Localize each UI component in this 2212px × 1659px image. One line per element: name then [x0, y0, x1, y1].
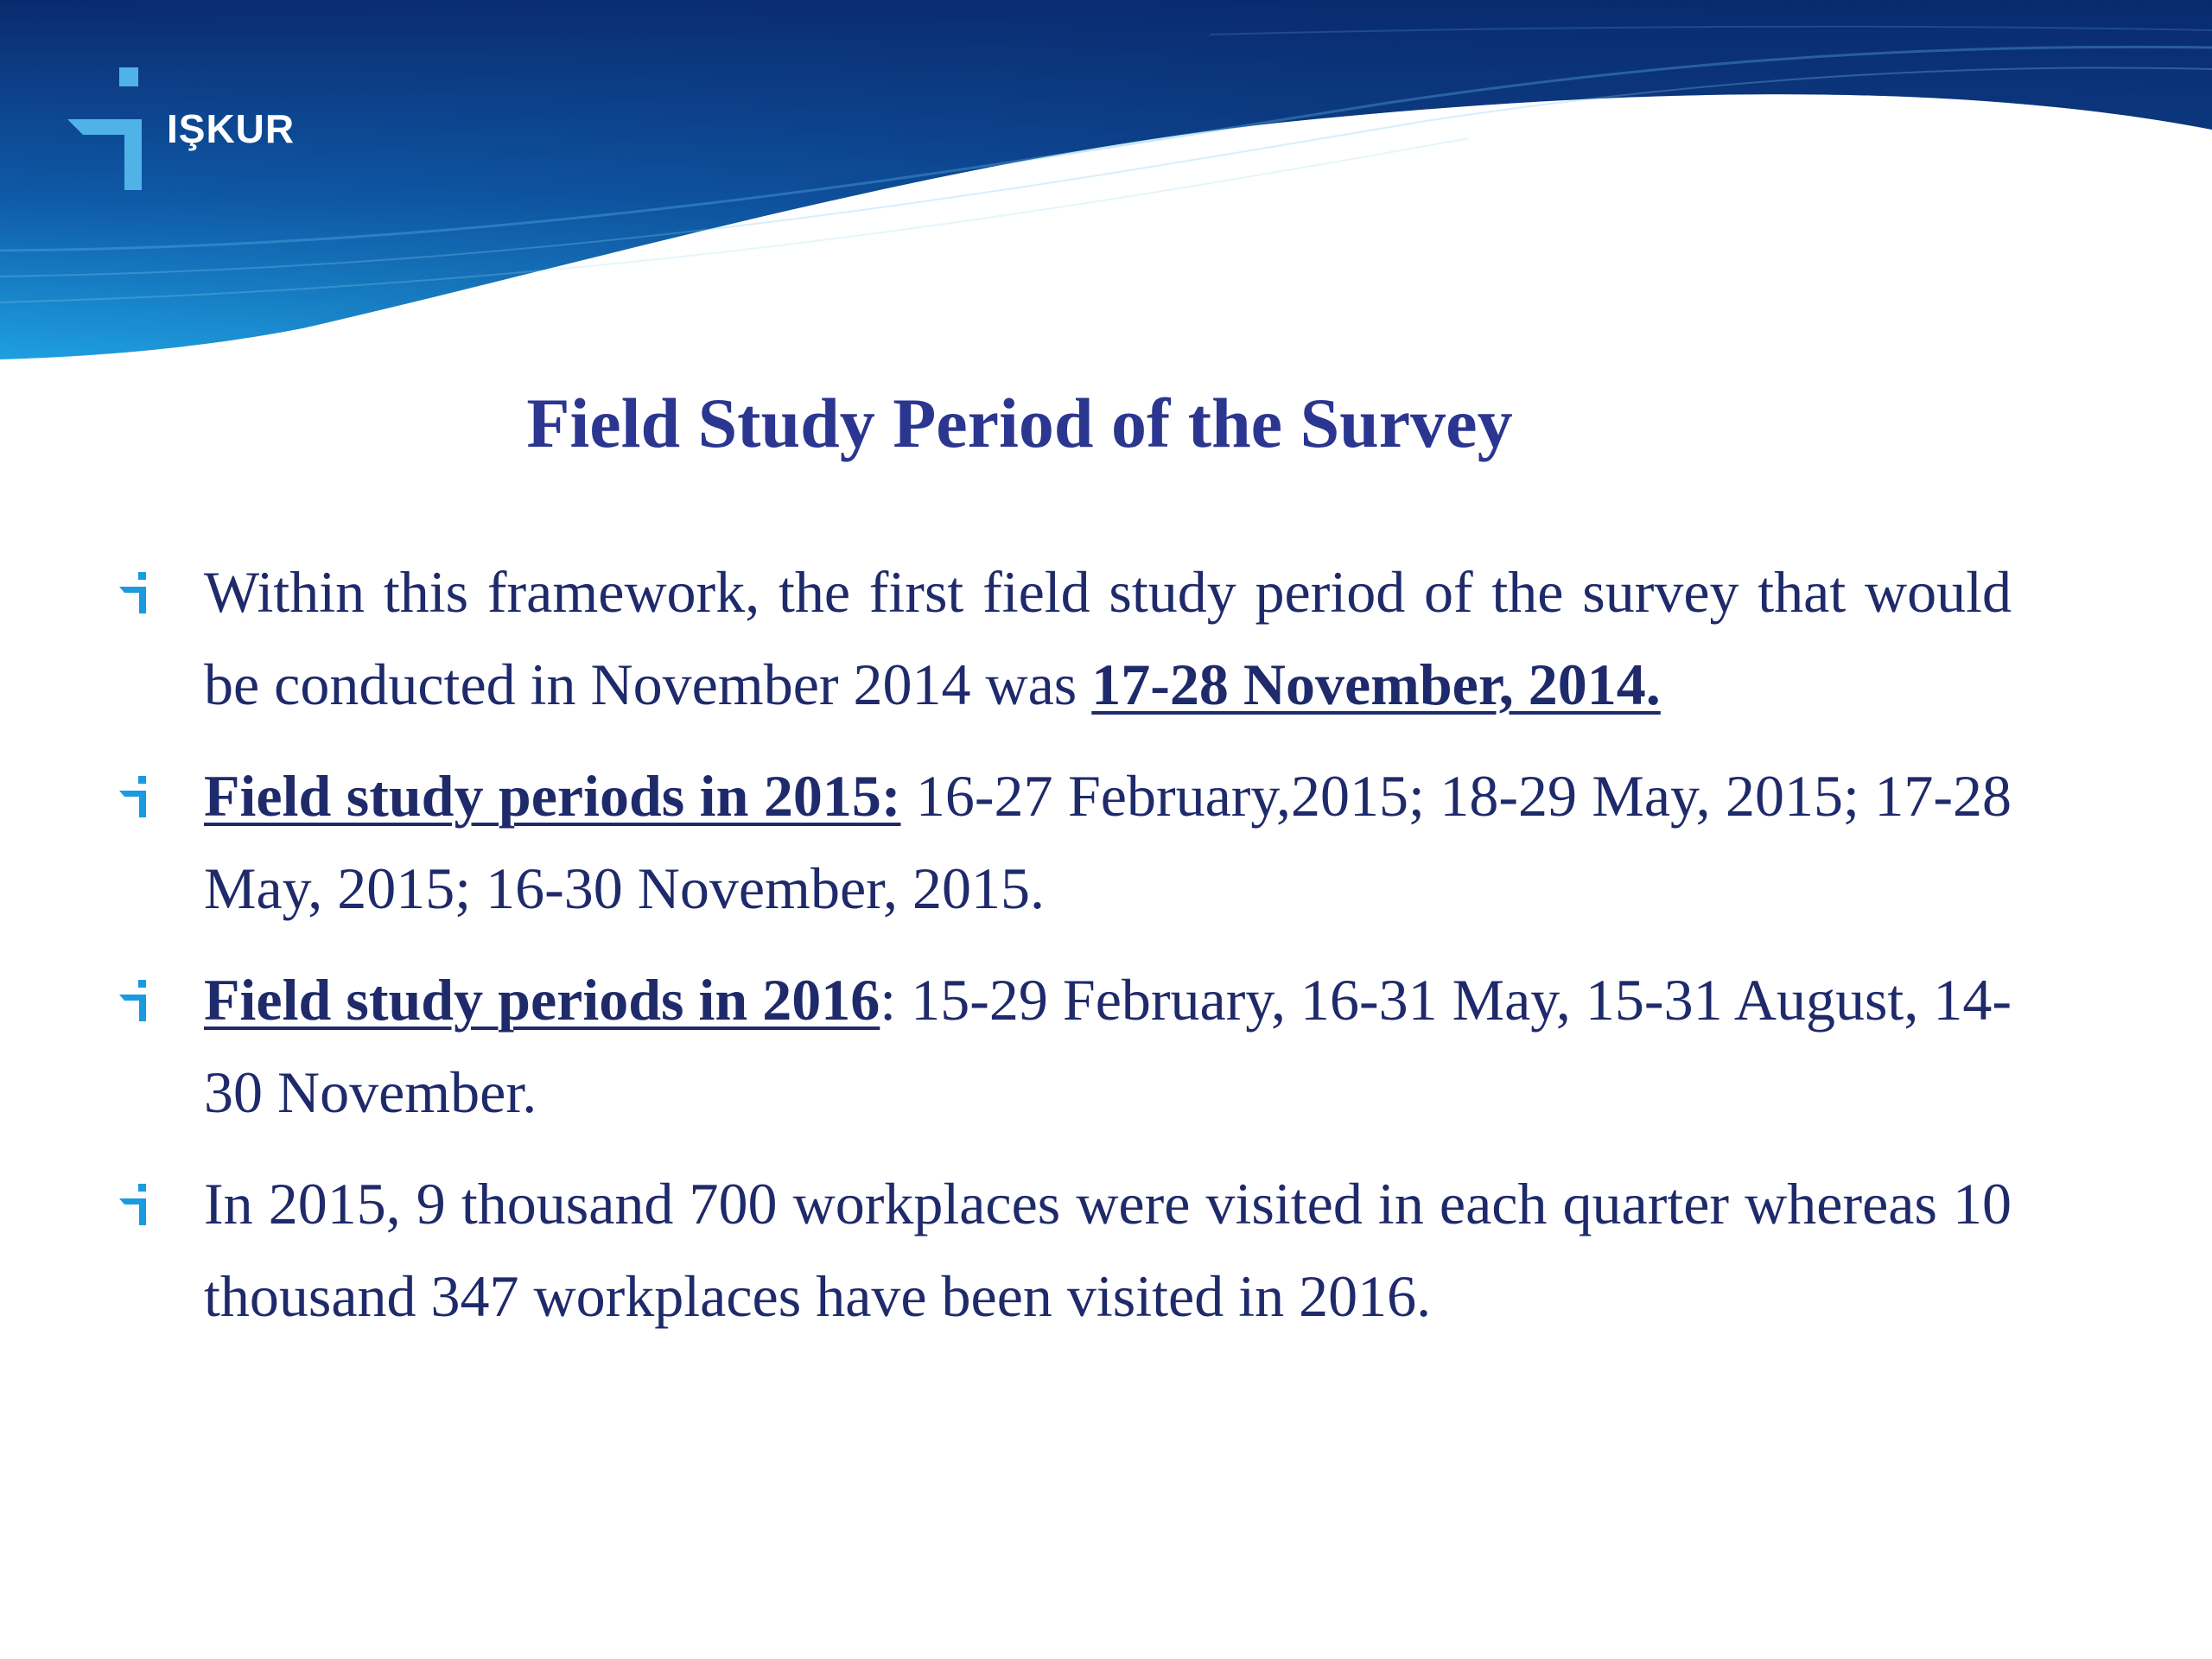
bullet-icon	[119, 572, 149, 615]
bullet-emphasis: Field study periods in 2016	[204, 967, 880, 1033]
bullet-icon	[119, 776, 149, 819]
bullet-icon	[119, 980, 149, 1023]
bullet-text-after: 16-27 February,2015; 18-29 May, 2015; 17-28 May, 2015; 16-30 November, 2015.	[204, 763, 2012, 921]
bullet-item	[119, 1158, 2012, 1343]
bullet-emphasis: 17-28 November, 2014.	[1091, 652, 1661, 717]
bullet-list	[119, 546, 2012, 1362]
bullet-item	[119, 954, 2012, 1139]
bullet-icon	[119, 1184, 149, 1227]
bullet-emphasis: Field study periods in 2015:	[204, 763, 901, 829]
slide-title: Field Study Period of the Survey	[526, 384, 1513, 462]
bullet-item	[119, 750, 2012, 935]
bullet-text-after: : 15-29 February, 16-31 May, 15-31 August, 14-30 November.	[204, 967, 2012, 1125]
bullet-text: Within this framework, the first field study period of the survey that would be conducted in November 2014 was	[204, 559, 2012, 717]
logo-text: IŞKUR	[167, 106, 296, 151]
bullet-item	[119, 546, 2012, 731]
bullet-text: In 2015, 9 thousand 700 workplaces were visited in each quarter whereas 10 thousand 347 workplaces have been visited in 2016.	[204, 1171, 2012, 1329]
